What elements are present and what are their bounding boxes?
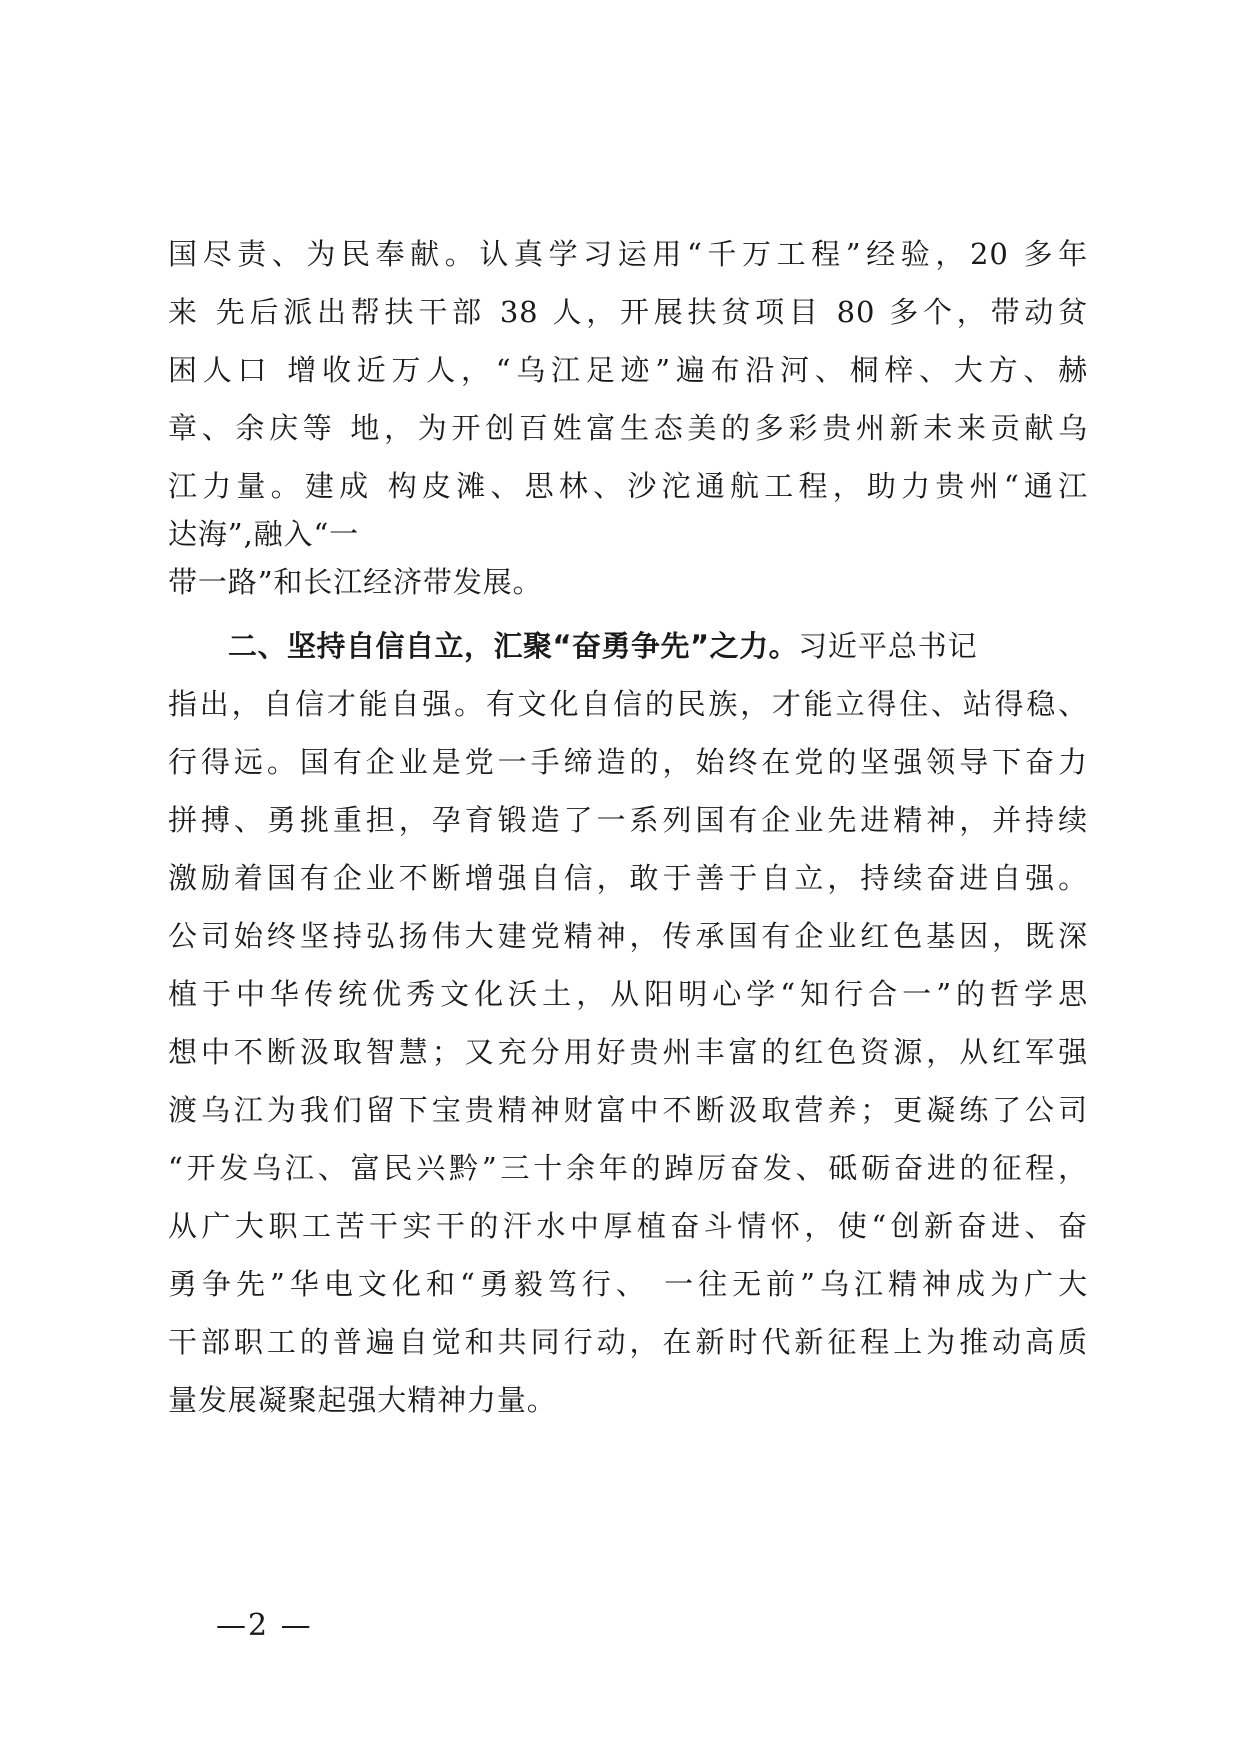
paragraph2-line-5: 激励着国有企业不断增强自信，敢于善于自立，持续奋进自强。: [168, 861, 1088, 895]
paragraph2-line-13: 干部职工的普遍自觉和共同行动，在新时代新征程上为推动高质: [168, 1325, 1088, 1359]
paragraph1-line-1: 国尽责、为民奉献。认真学习运用“千万工程”经验，20 多年: [168, 237, 1088, 271]
page-number: —2 —: [216, 1608, 313, 1643]
section-heading: 二、坚持自信自立，汇聚“奋勇争先”之力。: [228, 629, 799, 663]
paragraph1-line-4: 章、余庆等 地，为开创百姓富生态美的多彩贵州新未来贡献乌: [168, 411, 1088, 445]
paragraph2-line-14: 量发展凝聚起强大精神力量。: [168, 1383, 557, 1417]
paragraph1-line-3: 困人口 增收近万人，“乌江足迹”遍布沿河、桐梓、大方、赫: [168, 353, 1088, 387]
paragraph2-line-6: 公司始终坚持弘扬伟大建党精神，传承国有企业红色基因，既深: [168, 919, 1088, 953]
paragraph2-line-12: 勇争先”华电文化和“勇毅笃行、 一往无前”乌江精神成为广大: [168, 1267, 1088, 1301]
paragraph2-line-3: 行得远。国有企业是党一手缔造的，始终在党的坚强领导下奋力: [168, 745, 1088, 779]
paragraph1-line-7: 带一路”和长江经济带发展。: [168, 565, 543, 599]
paragraph2-first-line-text: 习近平总书记: [798, 629, 978, 663]
paragraph2-first-line: [228, 628, 1088, 664]
paragraph1-line-5: 江力量。建成 构皮滩、思林、沙沱通航工程，助力贵州“通江: [168, 469, 1088, 503]
paragraph2-line-10: “开发乌江、富民兴黔”三十余年的踔厉奋发、砥砺奋进的征程，: [168, 1151, 1088, 1185]
paragraph2-line-4: 拼搏、勇挑重担，孕育锻造了一系列国有企业先进精神，并持续: [168, 803, 1088, 837]
paragraph2-line-2: 指出，自信才能自强。有文化自信的民族，才能立得住、站得稳、: [168, 687, 1088, 721]
paragraph2-line-9: 渡乌江为我们留下宝贵精神财富中不断汲取营养；更凝练了公司: [168, 1093, 1088, 1127]
paragraph2-line-8: 想中不断汲取智慧；又充分用好贵州丰富的红色资源，从红军强: [168, 1035, 1088, 1069]
paragraph2-line-11: 从广大职工苦干实干的汗水中厚植奋斗情怀，使“创新奋进、奋: [168, 1209, 1088, 1243]
paragraph1-line-2: 来 先后派出帮扶干部 38 人，开展扶贫项目 80 多个，带动贫: [168, 295, 1088, 329]
paragraph1-line-6: 达海”,融入“一: [168, 517, 360, 551]
paragraph2-line-7: 植于中华传统优秀文化沃土，从阳明心学“知行合一”的哲学思: [168, 977, 1088, 1011]
